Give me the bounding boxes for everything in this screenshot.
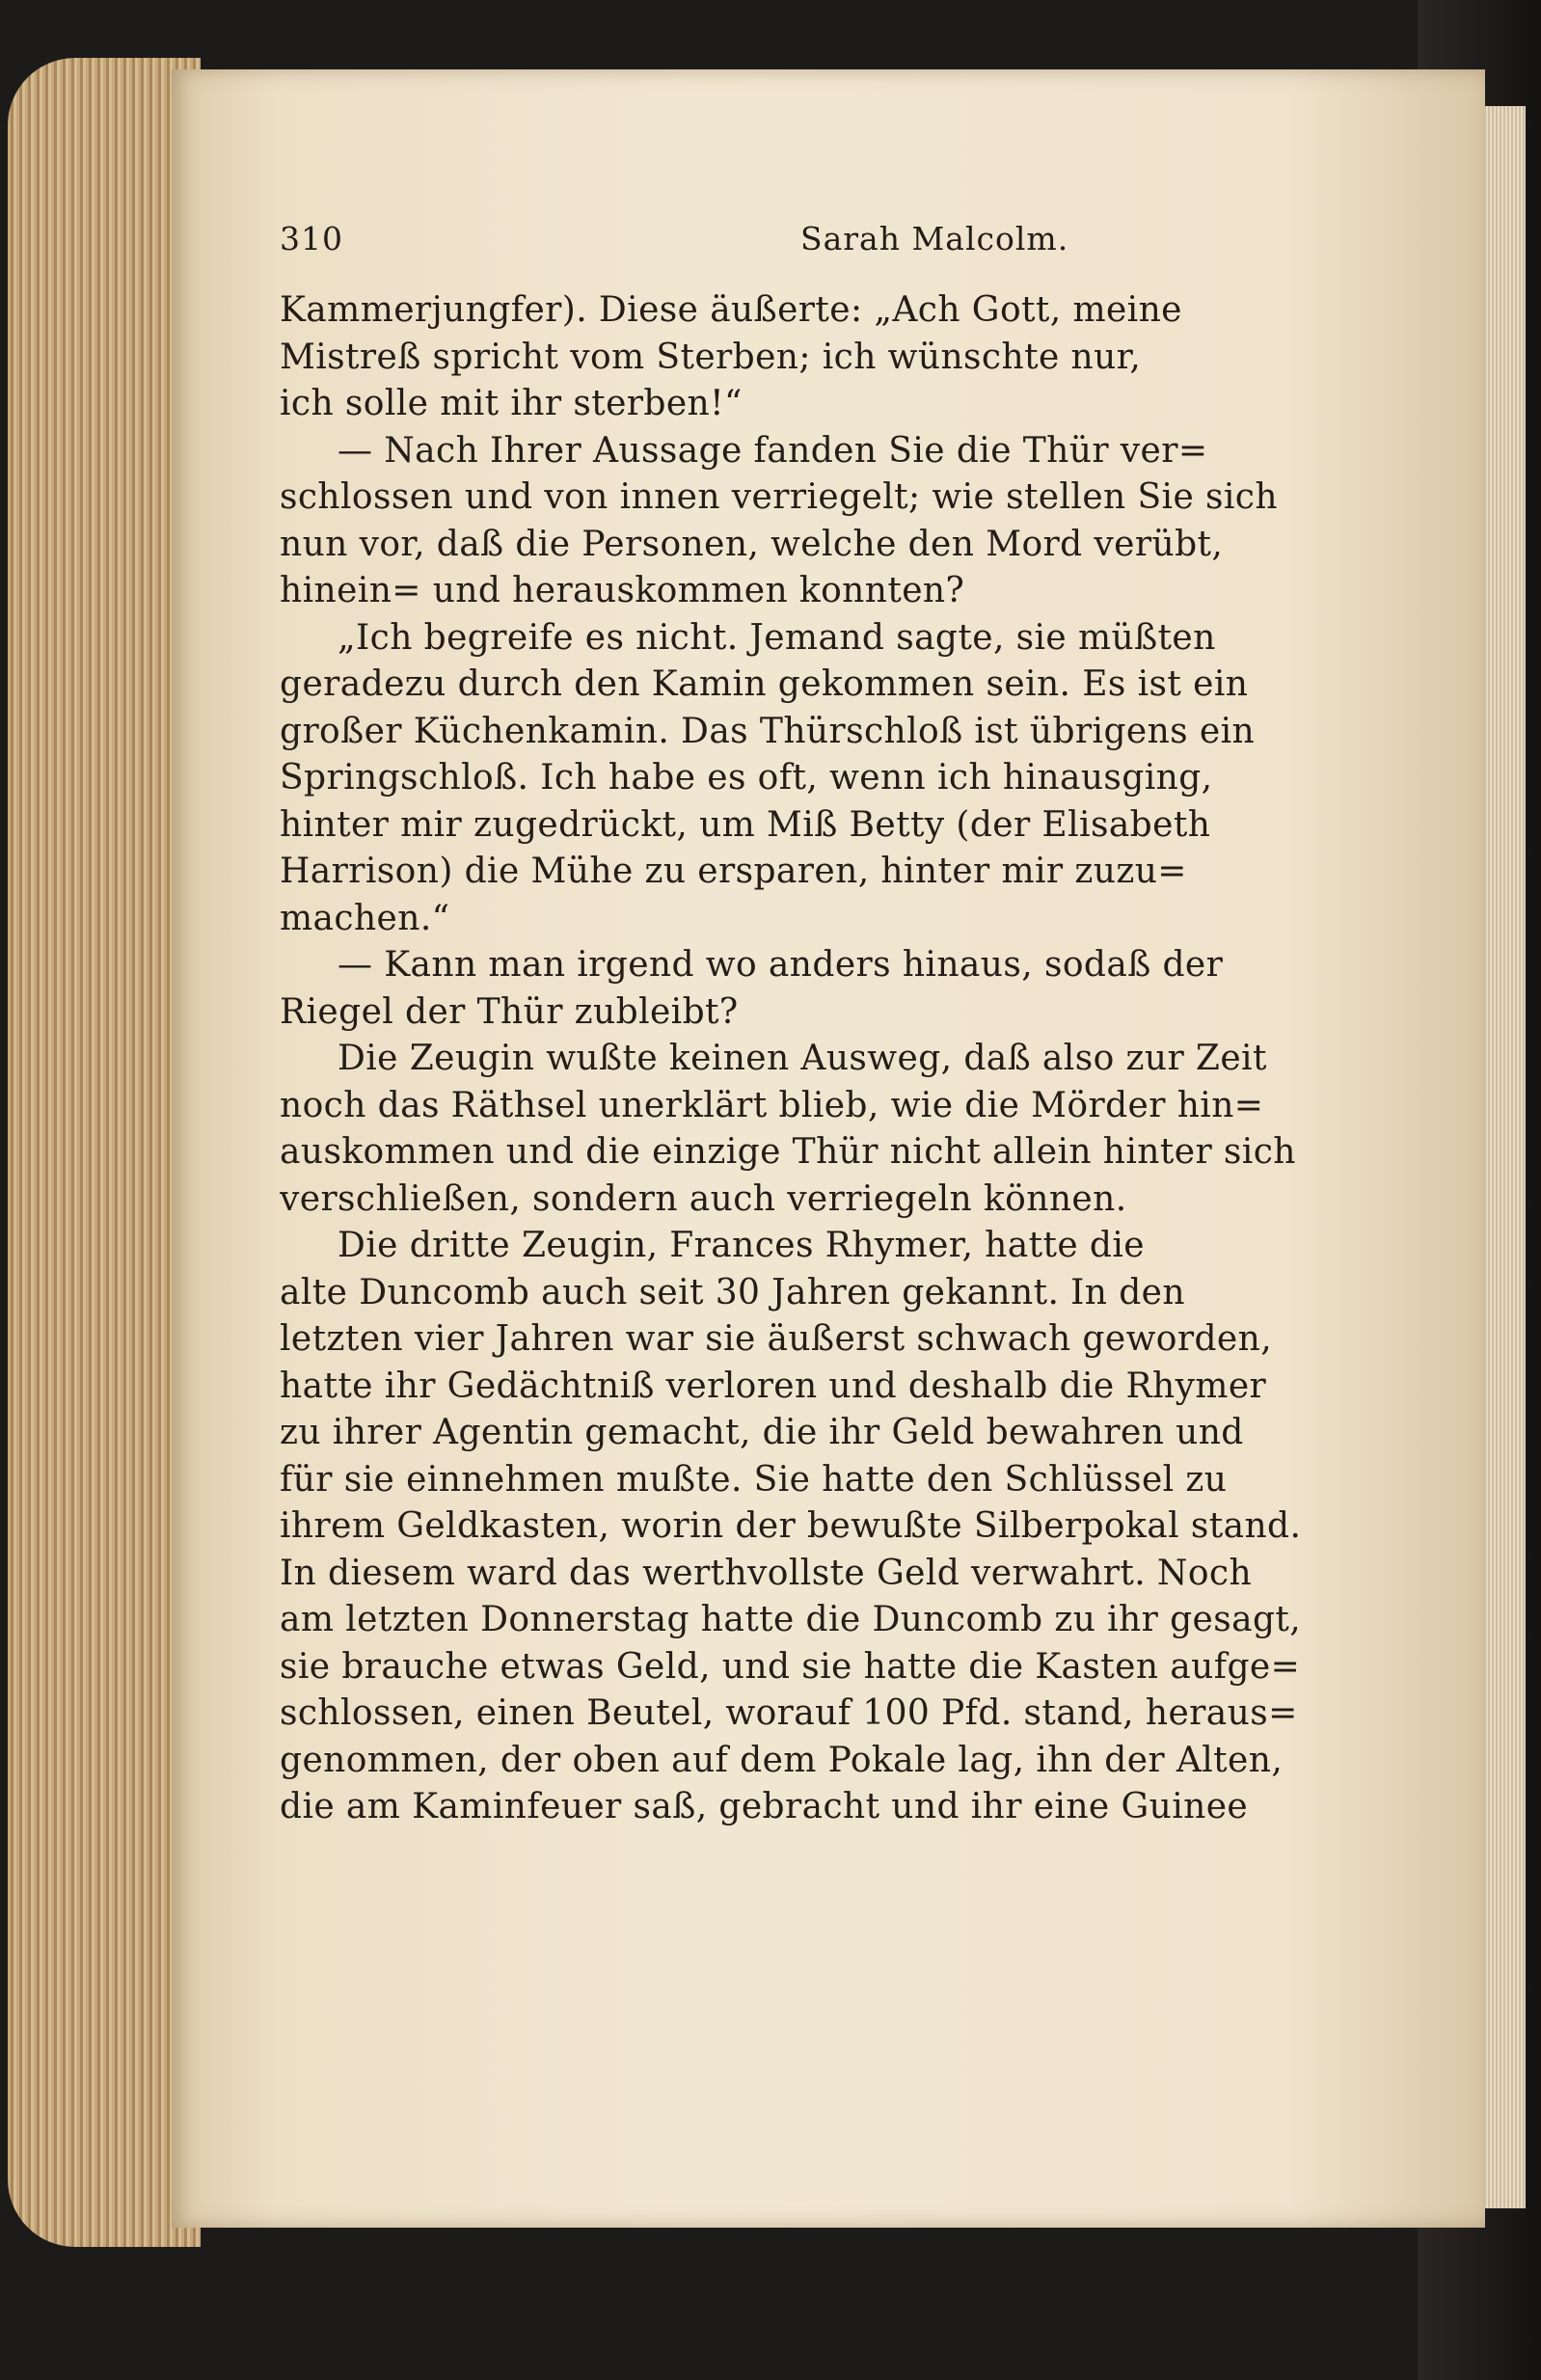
text-line: geradezu durch den Kamin gekommen sein. Es ist ein (280, 664, 1249, 704)
running-title: Sarah Malcolm. (800, 220, 1069, 257)
text-line: die am Kaminfeuer saß, gebracht und ihr eine Guinee (280, 1787, 1249, 1826)
text-line: auskommen und die einzige Thür nicht allein hinter sich (280, 1132, 1296, 1172)
text-line: hatte ihr Gedächtniß verloren und deshalb die Rhymer (280, 1366, 1267, 1406)
text-line: ich solle mit ihr sterben!“ (280, 384, 743, 423)
text-line: hinein= und herauskommen konnten? (280, 571, 965, 610)
text-line: ihrem Geldkasten, worin der bewußte Silberpokal stand. (280, 1506, 1302, 1546)
text-line: nun vor, daß die Personen, welche den Mord verübt, (280, 524, 1224, 564)
text-line: Mistreß spricht vom Sterben; ich wünschte nur, (280, 337, 1142, 377)
text-line: sie brauche etwas Geld, und sie hatte die Kasten aufge= (280, 1646, 1301, 1687)
text-line: In diesem ward das werthvollste Geld verwahrt. Noch (280, 1553, 1253, 1593)
text-line: Springschloß. Ich habe es oft, wenn ich hinausging, (280, 758, 1213, 798)
text-line: zu ihrer Agentin gemacht, die ihr Geld bewahren und (280, 1413, 1244, 1452)
text-line: schlossen, einen Beutel, worauf 100 Pfd. stand, heraus= (280, 1693, 1298, 1733)
text-line: alte Duncomb auch seit 30 Jahren gekannt. In den (280, 1272, 1185, 1312)
text-line: Riegel der Thür zubleibt? (280, 991, 739, 1032)
text-line: genommen, der oben auf dem Pokale lag, ihn der Alten, (280, 1740, 1284, 1780)
text-line: letzten vier Jahren war sie äußerst schwach geworden, (280, 1319, 1273, 1359)
text-line: noch das Räthsel unerklärt blieb, wie die Mörder hin= (280, 1085, 1264, 1125)
text-line: hinter mir zugedrückt, um Miß Betty (der Elisabeth (280, 804, 1211, 845)
page-number: 310 (280, 220, 343, 257)
text-line: großer Küchenkamin. Das Thürschloß ist übrigens ein (280, 711, 1256, 751)
body-text (280, 287, 1419, 1831)
text-line: — Kann man irgend wo anders hinaus, sodaß der (338, 945, 1224, 985)
text-line: für sie einnehmen mußte. Sie hatte den Schlüssel zu (280, 1459, 1228, 1500)
text-line: am letzten Donnerstag hatte die Duncomb zu ihr gesagt, (280, 1600, 1302, 1639)
page-content (280, 220, 1419, 1831)
text-line: Harrison) die Mühe zu ersparen, hinter mir zuzu= (280, 852, 1187, 891)
text-line: verschließen, sondern auch verriegeln können. (280, 1178, 1127, 1219)
text-line: Kammerjungfer). Diese äußerte: „Ach Gott, meine (280, 290, 1182, 330)
text-line: „Ich begreife es nicht. Jemand sagte, sie müßten (338, 617, 1216, 658)
text-line: — Nach Ihrer Aussage fanden Sie die Thür ver= (338, 430, 1208, 471)
text-line: Die Zeugin wußte keinen Ausweg, daß also zur Zeit (338, 1039, 1267, 1078)
page-edges-right (1480, 106, 1526, 2208)
text-line: Die dritte Zeugin, Frances Rhymer, hatte die (338, 1226, 1145, 1265)
text-line: machen.“ (280, 898, 450, 938)
text-line: schlossen und von innen verriegelt; wie stellen Sie sich (280, 477, 1278, 517)
page-header (280, 220, 1419, 287)
